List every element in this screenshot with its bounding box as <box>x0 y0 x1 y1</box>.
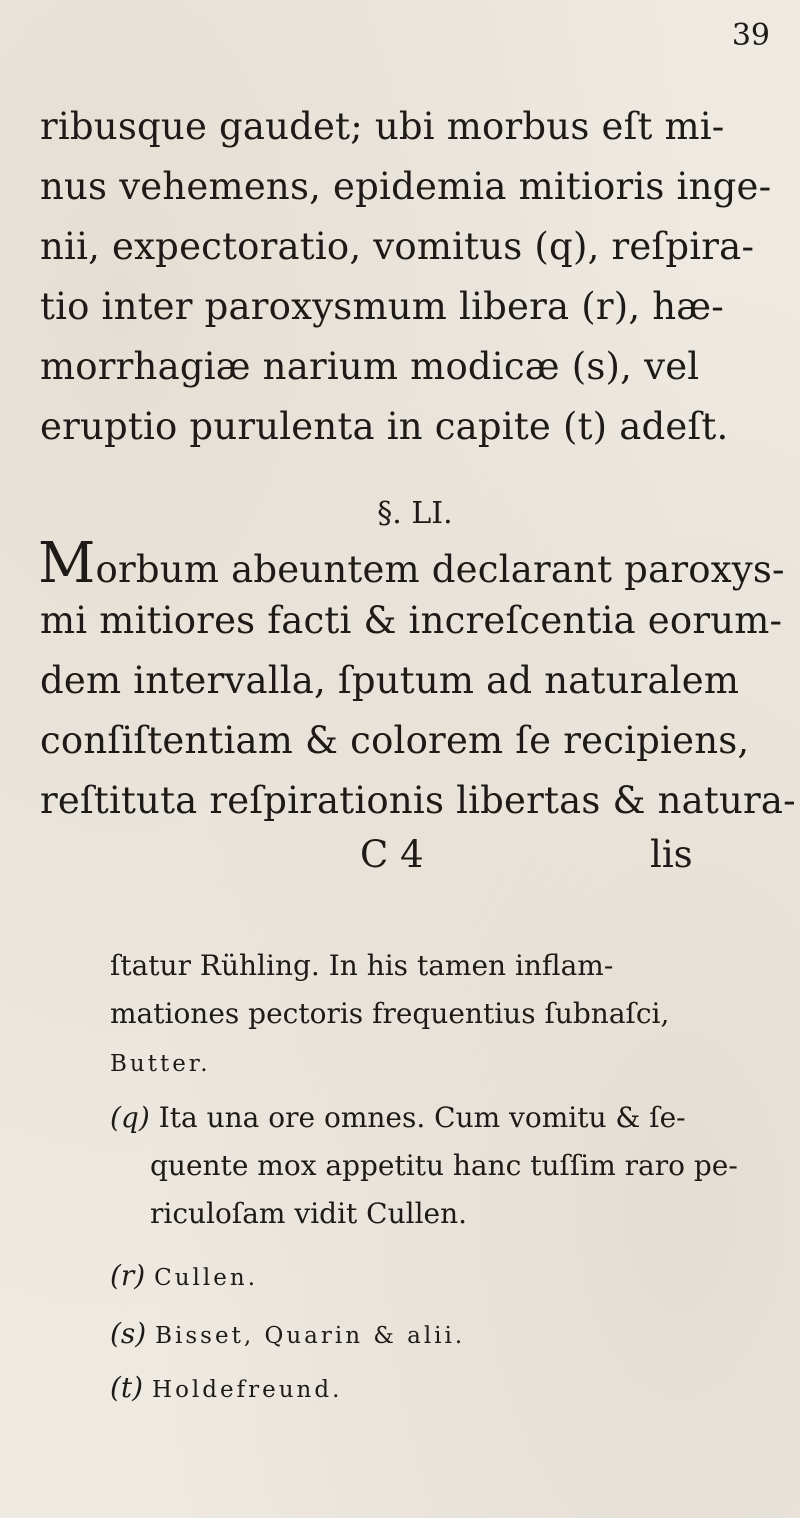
catchword: lis <box>650 833 693 876</box>
footnote-line: Butter. <box>110 1051 211 1077</box>
section-heading: §. LI. <box>377 496 453 531</box>
footnote-label: (q) <box>110 1101 150 1134</box>
footnote-r <box>110 1259 258 1292</box>
page-number: 39 <box>731 18 770 53</box>
text-line: orbum abeuntem declarant paroxys- <box>95 548 785 591</box>
text-line: tio inter paroxysmum libera (r), hæ- <box>40 285 724 328</box>
text-line: eruptio purulenta in capite (t) adeſt. <box>40 405 729 448</box>
footnote-label: (s) <box>110 1317 147 1350</box>
signature-mark: C 4 <box>360 833 424 876</box>
text-line: morrhagiæ narium modicæ (s), vel <box>40 345 700 388</box>
footnote-text: Bisset, Quarin & alii. <box>155 1323 466 1349</box>
drop-cap: M <box>38 531 96 596</box>
text-line: dem intervalla, ſputum ad naturalem <box>40 659 740 702</box>
text-line: mi mitiores facti & increſcentia eorum- <box>40 599 783 642</box>
footnote-line: ſtatur Rühling. In his tamen inflam- <box>110 949 614 982</box>
text-line: nii, expectoratio, vomitus (q), reſpira- <box>40 225 755 268</box>
text-line: nus vehemens, epidemia mitioris inge- <box>40 165 772 208</box>
text-line: reſtituta reſpirationis libertas & natura- <box>40 779 796 822</box>
footnote-text: Cullen. <box>154 1265 258 1291</box>
section-first-line <box>38 531 785 596</box>
footnote-q <box>110 1101 686 1134</box>
footnote-text: Ita una ore omnes. Cum vomitu & ſe- <box>158 1101 686 1134</box>
footnote-t <box>110 1371 343 1404</box>
footnote-line: mationes pectoris frequentius ſubnaſci, <box>110 997 670 1030</box>
text-line: ribusque gaudet; ubi morbus eſt mi- <box>40 105 725 148</box>
footnote-s <box>110 1317 466 1350</box>
footnote-label: (r) <box>110 1259 146 1292</box>
text-line: conſiſtentiam & colorem ſe recipiens, <box>40 719 750 762</box>
footnote-label: (t) <box>110 1371 144 1404</box>
footnote-line: quente mox appetitu hanc tuſſim raro pe- <box>150 1149 738 1182</box>
footnote-line: riculoſam vidit Cullen. <box>150 1197 468 1230</box>
footnote-text: Holdefreund. <box>152 1377 343 1403</box>
